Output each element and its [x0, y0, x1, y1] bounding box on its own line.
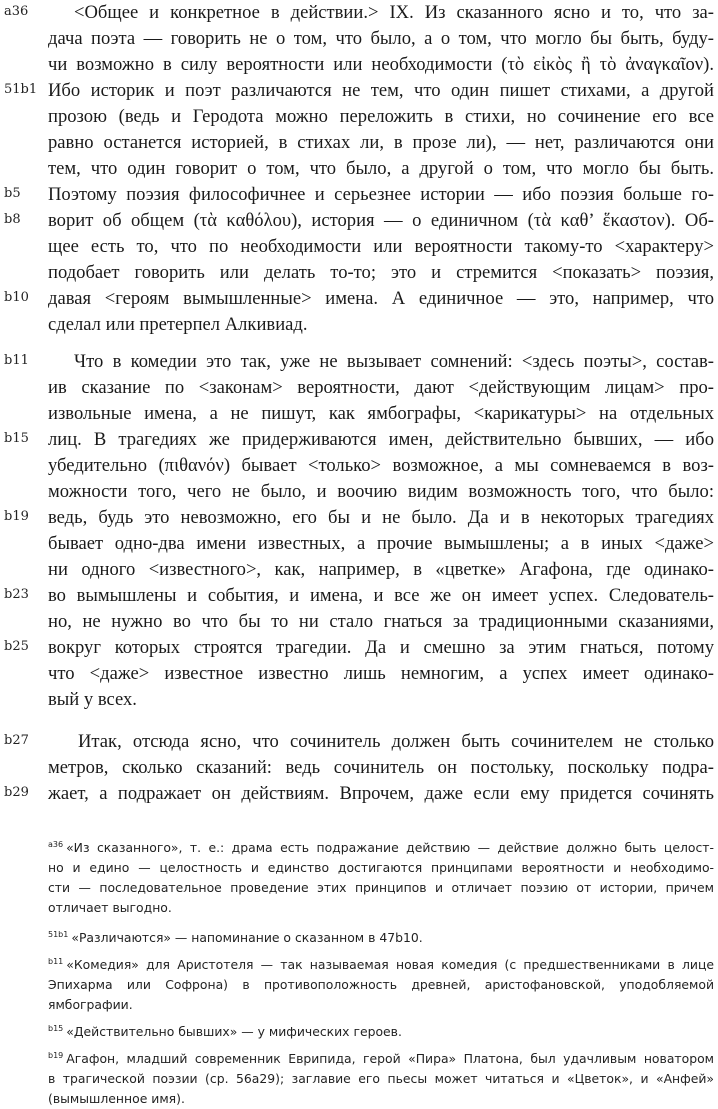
line-text: Итак, отсюда ясно, что сочинитель должен быть сочинителем не столько: [78, 731, 714, 752]
line-text: бывает одно-два имени известных, а прочие вымышлены; а в иных <даже>: [48, 533, 714, 554]
margin-ref: 51b1: [4, 82, 38, 97]
line-text: ведь, будь это невозможно, его бы и не было. Да и в некоторых трагедиях: [48, 507, 714, 528]
line-text: но, не нужно во что бы то ни стало гнаться за традиционными сказаниями,: [48, 611, 714, 632]
text-line: [0, 156, 718, 182]
margin-ref: b11: [4, 353, 29, 368]
text-line: [0, 781, 718, 807]
footnote-line: [48, 952, 714, 975]
line-text: лиц. В трагедиях же придерживаются имен, действительно бывших, — ибо: [48, 429, 714, 450]
footnote-text: Агафон, младший современник Еврипида, герой «Пира» Платона, был удачливым новатором: [66, 1051, 714, 1066]
margin-ref: b5: [4, 186, 21, 201]
text-line: [0, 609, 718, 635]
text-line: [0, 286, 718, 312]
footnote: [48, 1046, 714, 1109]
footnote-marker: b11: [48, 957, 64, 966]
footnote-line: но и едино — целостность и единство достигаются принципами вероятности и необходимо-: [48, 860, 714, 875]
text-line: [0, 479, 718, 505]
footnote: [48, 1019, 714, 1042]
line-text: прозою (ведь и Геродота можно переложить в стихи, но сочинение его все: [48, 106, 714, 127]
footnote: [48, 952, 714, 1015]
footnote-line: сти — последовательное проведение этих принципов и отличает поэзию от истории, причем: [48, 880, 714, 895]
line-text: тем, что один говорит о том, что было, а другой о том, что могло бы быть.: [48, 158, 714, 179]
text-line: [0, 453, 718, 479]
footnote-text: «Комедия» для Аристотеля — так называемая новая комедия (с предшественниками в лице: [66, 957, 714, 972]
text-line: [0, 531, 718, 557]
line-text: ив сказание по <законам> вероятности, дают <действующим лицам> про-: [48, 377, 714, 398]
line-text: вокруг которых строятся трагедии. Да и смешно за этим гнаться, потому: [48, 637, 714, 658]
line-text: ворит об общем (τὰ καθόλου), история — о единичном (τὰ καθ’ ἕκαστον). Об-: [48, 210, 714, 231]
footnote: [48, 835, 714, 918]
line-text: давая <героям вымышленные> имена. А единичное — это, например, что: [48, 288, 714, 309]
footnote-line: ямбографии.: [48, 997, 133, 1012]
line-text: жает, а подражает он действиям. Впрочем, даже если ему придется сочинять: [48, 783, 714, 804]
text-line: [0, 635, 718, 661]
line-text: Поэтому поэзия философичнее и серьезнее истории — ибо поэзия больше го-: [48, 184, 714, 205]
footnote-line: отличает выгодно.: [48, 900, 172, 915]
line-text: Что в комедии это так, уже не вызывает сомнений: <здесь поэты>, состав-: [74, 351, 714, 372]
text-line: [0, 26, 718, 52]
text-line: [0, 661, 718, 687]
line-text: щее есть то, что по необходимости или вероятности такому-то <характеру>: [48, 236, 714, 257]
text-line: [0, 312, 718, 338]
line-text: убедительно (πιθανόν) бывает <только> возможное, а мы сомневаемся в воз-: [48, 455, 714, 476]
text-line: [0, 78, 718, 104]
footnote-line: в трагической поэзии (ср. 56a29); заглавие его пьесы может читаться и «Цветок», и «Анфей»: [48, 1071, 714, 1086]
margin-ref: b23: [4, 587, 29, 602]
line-text: ни одного <известного>, как, например, в «цветке» Агафона, где одинако-: [48, 559, 714, 580]
text-line: [0, 687, 718, 713]
footnote-line: [48, 1019, 714, 1042]
text-line: [0, 208, 718, 234]
line-text: сделал или претерпел Алкивиад.: [48, 314, 308, 335]
line-text: чи возможно в силу вероятности или необходимости (τὸ εἰκὸς ἢ τὸ ἀναγκαῖον).: [48, 54, 714, 75]
margin-ref: b29: [4, 785, 29, 800]
line-text: вый у всех.: [48, 689, 137, 710]
text-line: [0, 52, 718, 78]
line-text: подобает говорить или делать то-то; это и стремится <показать> поэзия,: [48, 262, 714, 283]
footnote-line: [48, 835, 714, 858]
footnote: [48, 925, 714, 948]
line-text: что <даже> известное известно лишь немногим, а успех имеет одинако-: [48, 663, 714, 684]
line-text: Ибо историк и поэт различаются не тем, что один пишет стихами, а другой: [48, 80, 714, 101]
footnote-marker: 51b1: [48, 930, 69, 939]
footnote-marker: b19: [48, 1051, 64, 1060]
text-line: [0, 729, 718, 755]
margin-ref: b27: [4, 733, 29, 748]
line-text: во вымышлены и события, и имена, и все же он имеет успех. Следователь-: [48, 585, 714, 606]
text-line: [0, 583, 718, 609]
line-text: метров, сколько сказаний: ведь сочинитель он постольку, поскольку подра-: [48, 757, 714, 778]
text-line: [0, 182, 718, 208]
footnote-text: «Из сказанного», т. е.: драма есть подражание действию — действие должно быть целост-: [66, 840, 714, 855]
text-line: [0, 427, 718, 453]
margin-ref: b25: [4, 639, 29, 654]
text-line: [0, 375, 718, 401]
line-text: можности того, чего не было, и воочию видим возможность того, что было:: [48, 481, 714, 502]
text-line: [0, 234, 718, 260]
margin-ref: b19: [4, 509, 29, 524]
text-line: [0, 755, 718, 781]
line-text: извольные имена, а не пишут, как ямбографы, <карикатуры> на отдельных: [48, 403, 714, 424]
text-line: [0, 130, 718, 156]
text-line: [0, 0, 718, 26]
footnote-text: «Различаются» — напоминание о сказанном в 47b10.: [71, 930, 423, 945]
footnote-marker: a36: [48, 840, 64, 849]
margin-ref: b10: [4, 290, 29, 305]
line-text: дача поэта — говорить не о том, что было, а о том, что могло бы быть, буду-: [48, 28, 714, 49]
line-text: равно останется историей, в стихах ли, в прозе ли), — нет, различаются они: [48, 132, 714, 153]
text-line: [0, 104, 718, 130]
footnote-line: [48, 1046, 714, 1069]
footnote-line: (вымышленное имя).: [48, 1091, 185, 1106]
text-line: [0, 505, 718, 531]
footnote-marker: b15: [48, 1024, 64, 1033]
text-line: [0, 401, 718, 427]
line-text: <Общее и конкретное в действии.> IX. Из сказанного ясно и то, что за-: [74, 2, 714, 23]
footnote-text: «Действительно бывших» — у мифических героев.: [66, 1024, 402, 1039]
text-line: [0, 557, 718, 583]
footnote-line: Эпихарма или Софрона) в противоположность древней, аристофановской, уподобляемой: [48, 977, 714, 992]
text-line: [0, 260, 718, 286]
text-line: [0, 349, 718, 375]
margin-ref: b15: [4, 431, 29, 446]
margin-ref: a36: [4, 4, 29, 19]
footnote-line: [48, 925, 714, 948]
margin-ref: b8: [4, 212, 21, 227]
